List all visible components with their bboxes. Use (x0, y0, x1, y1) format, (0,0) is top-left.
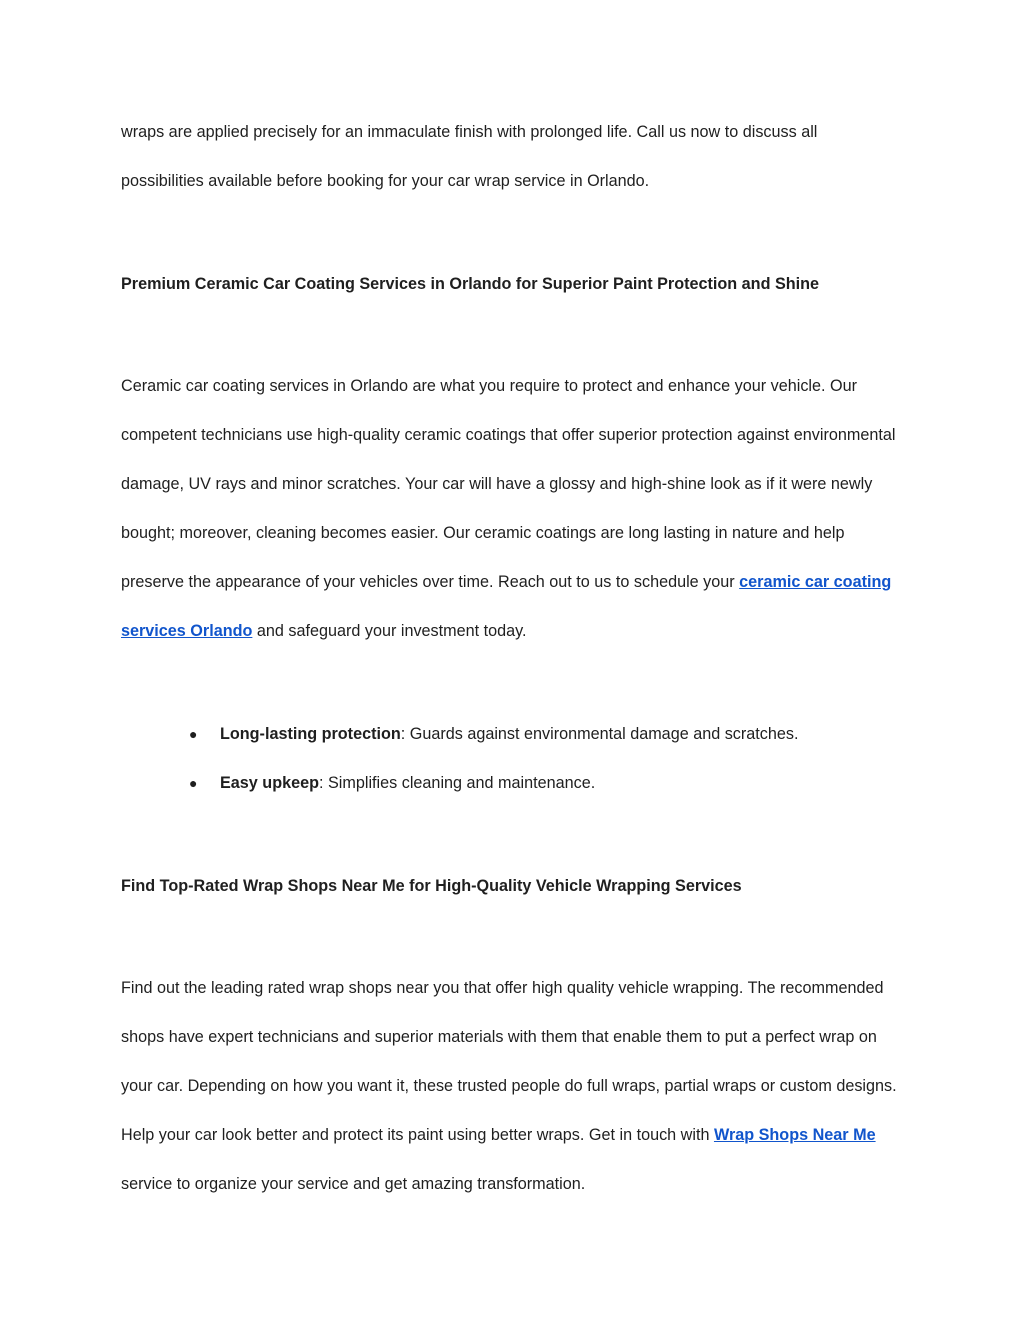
wrap-shops-paragraph (121, 964, 911, 1209)
bullet-desc: : Simplifies cleaning and maintenance. (318, 774, 596, 792)
bullet-term: Long-lasting protection (220, 725, 401, 743)
wrap-shops-body-text-end: service to organize your service and get amazing transformation. (121, 1175, 586, 1193)
bullet-icon: ● (189, 726, 198, 742)
ceramic-coating-paragraph (121, 362, 911, 656)
section-heading-wrap-shops: Find Top-Rated Wrap Shops Near Me for High-Quality Vehicle Wrapping Services (121, 877, 742, 895)
bullet-text (220, 710, 798, 759)
list-item (0, 759, 1024, 808)
wrap-shops-body-text: Find out the leading rated wrap shops near you that offer high quality vehicle wrapping. The recommended shops have expert technicians and superior materials with them that enable them to put a perfect wrap on your car. Depending on how you want it, these trusted people do full wraps, partial wraps or custom designs. Help your car look better and protect its paint using better wraps. Get in touch with (121, 979, 897, 1144)
benefits-list (0, 710, 1024, 808)
intro-line-2: possibilities available before booking for your car wrap service in Orlando. (121, 172, 650, 190)
ceramic-body-text-end: and safeguard your investment today. (252, 622, 527, 640)
intro-paragraph (121, 108, 911, 206)
bullet-icon: ● (189, 775, 198, 791)
list-item (0, 710, 1024, 759)
ceramic-body-text: Ceramic car coating services in Orlando are what you require to protect and enhance your vehicle. Our competent technicians use high-quality ceramic coatings that offer superior protection against environmental damage, UV rays and minor scratches. Your car will have a glossy and high-shine look as if it were newly bought; moreover, cleaning becomes easier. Our ceramic coatings are long lasting in nature and help preserve the appearance of your vehicles over time. Reach out to us to schedule your (121, 377, 896, 591)
bullet-desc: : Guards against environmental damage and scratches. (400, 725, 799, 743)
bullet-text (220, 759, 595, 808)
section-heading-ceramic-coating: Premium Ceramic Car Coating Services in Orlando for Superior Paint Protection and Shine (121, 275, 820, 293)
intro-line-1: wraps are applied precisely for an immaculate finish with prolonged life. Call us now to discuss all (121, 123, 818, 141)
bullet-term: Easy upkeep (220, 774, 319, 792)
ceramic-coating-link[interactable]: ceramic car coating services Orlando (121, 573, 892, 640)
wrap-shops-link[interactable]: Wrap Shops Near Me (713, 1126, 876, 1144)
